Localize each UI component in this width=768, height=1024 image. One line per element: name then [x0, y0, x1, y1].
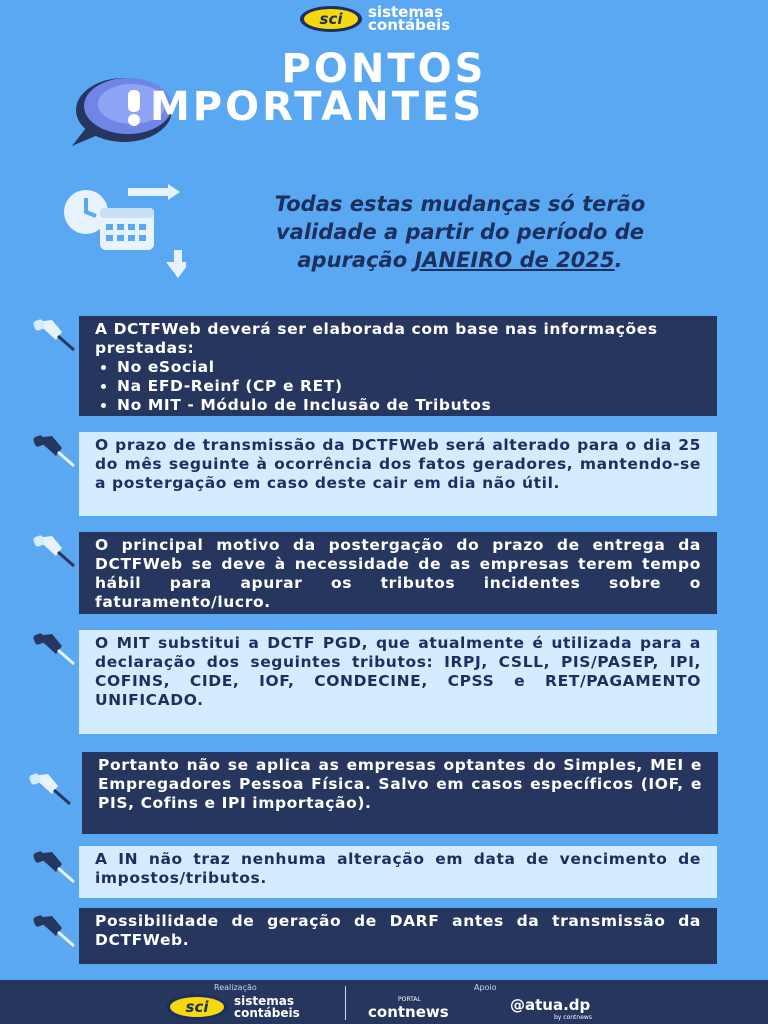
- card-postponement-reason: O principal motivo da postergação do prazo de entrega da DCTFWeb se deve à necessidade de as empresas terem tempo hábil para apurar os tributos incidentes sobre o faturamento/lucro.: [79, 532, 717, 614]
- pushpin-icon: [32, 848, 76, 884]
- footer-sci-mark: sci: [166, 994, 228, 1020]
- card-transmission-deadline: O prazo de transmissão da DCTFWeb será alterado para o dia 25 do mês seguinte à ocorrência dos fatos geradores, mantendo-se a postergação em caso deste cair em dia não útil.: [79, 432, 717, 516]
- title-line1: PONTOS: [281, 46, 487, 92]
- headline: [190, 190, 730, 274]
- title-line2: MPORTANTES: [150, 84, 485, 130]
- pushpin-icon: [28, 770, 72, 806]
- pushpin-icon: [32, 432, 76, 468]
- headline-line3: apuração JANEIRO de 2025.: [297, 248, 623, 272]
- realizacao-label: Realização: [214, 983, 257, 992]
- pushpin-icon: [32, 630, 76, 666]
- card-darf-generation: Possibilidade de geração de DARF antes da transmissão da DCTFWeb.: [79, 908, 717, 964]
- card-no-due-date-change: A IN não traz nenhuma alteração em data de vencimento de impostos/tributos.: [79, 846, 717, 898]
- logo-line2: contábeis: [368, 16, 451, 34]
- headline-line2: validade a partir do período de: [275, 220, 645, 244]
- apoio-label: Apoio: [474, 983, 497, 992]
- list-item: • No eSocial: [117, 358, 701, 377]
- footer-divider: [345, 986, 346, 1020]
- card-1-text: A DCTFWeb deverá ser elaborada com base nas informações prestadas:: [95, 320, 658, 357]
- pushpin-icon: [32, 316, 76, 352]
- header-logo: [300, 3, 451, 34]
- sci-logo-mark: sci: [300, 6, 362, 32]
- logo-line1: sistemas: [368, 3, 444, 21]
- pushpin-icon: [32, 912, 76, 948]
- list-item: • Na EFD-Reinf (CP e RET): [117, 377, 701, 396]
- card-mit-replaces-dctf: O MIT substitui a DCTF PGD, que atualmente é utilizada para a declaração dos seguintes tributos: IRPJ, CSLL, PIS/PASEP, IPI, COFINS, CIDE, IOF, CONDECINE, CPSS e RET/PAGAMENTO UNIFICADO.: [79, 630, 717, 734]
- headline-line1: Todas estas mudanças só terão: [274, 192, 646, 216]
- card-1-list: [95, 358, 701, 415]
- card-dctfweb-basis: [79, 316, 717, 416]
- card-not-applicable: Portanto não se aplica as empresas optantes do Simples, MEI e Empregadores Pessoa Física. Salvo em casos específicos (IOF, e PIS, Cofins e IPI importação).: [82, 752, 718, 834]
- pushpin-icon: [32, 532, 76, 568]
- list-item: • No MIT - Módulo de Inclusão de Tributos: [117, 396, 701, 415]
- calendar-clock-icon: [56, 182, 186, 282]
- contnews-logo: PORTAL contnews: [368, 996, 449, 1021]
- atua-logo: @atua.dp by contnews: [510, 996, 592, 1021]
- footer-sci-logo: sci sistemas contábeis: [166, 994, 300, 1020]
- headline-date: JANEIRO de 2025: [414, 248, 615, 272]
